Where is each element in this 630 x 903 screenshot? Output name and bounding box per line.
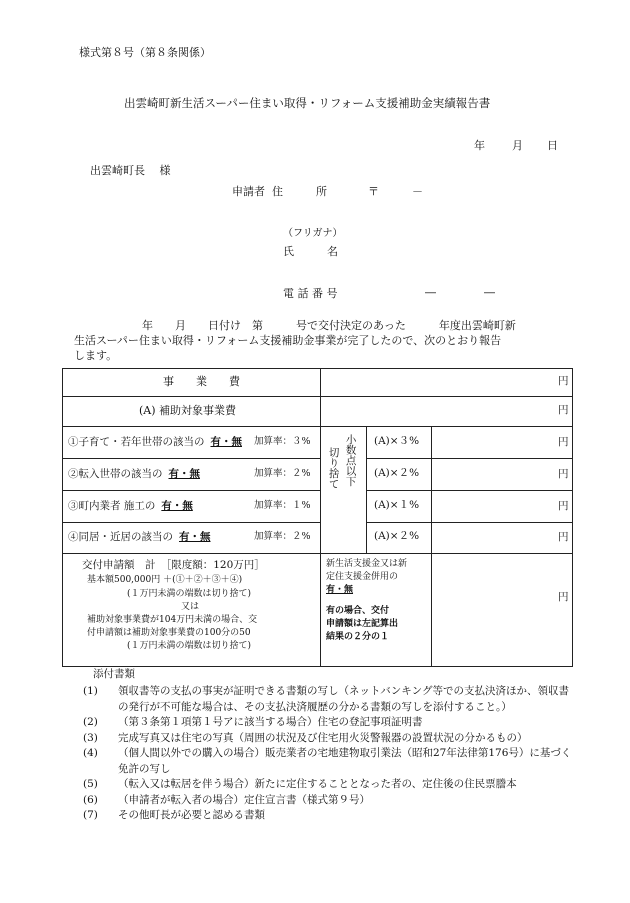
business-cost-yen: 円: [558, 375, 569, 387]
note-line-4: 有の場合、交付: [326, 606, 390, 616]
intro-line-1: 年 月 日付け 第 号で交付決定のあった 年度出雲崎町新: [142, 319, 516, 332]
attachments-list: [83, 684, 573, 824]
total-line-3: 又は: [181, 602, 200, 612]
row-4-label: ④同居・近居の該当の 有・無: [68, 531, 211, 543]
intro-line-2: 生活スーパー住まい取得・リフォーム支援補助金事業が完了したので、次のとおり報告: [74, 334, 502, 347]
date-day: 日: [547, 139, 558, 152]
attachment-item-7: (7) その他町長が必要と認める書類: [83, 809, 265, 821]
row-3-label: ③町内業者 施工の 有・無: [68, 500, 193, 512]
total-line-5: 付申請額は補助対象事業費の100分の50: [87, 628, 251, 638]
postal-code: 〒 －: [368, 185, 423, 198]
attachment-item-4: (4) （個人間以外での購入の場合）販売業者の宅地建物取引業法（昭和27年法律第176号）に基づく免許の写し: [83, 747, 572, 775]
attachment-item-1: (1) 領収書等の支払の事実が証明できる書類の写し（ネットバンキング等での支払決済ほか、領収書の発行が不可能な場合は、その支払決済履歴の分かる書類の写しを添付すること。）: [83, 685, 569, 713]
furigana-label: （フリガナ）: [283, 228, 343, 239]
total-line-1: 基本額500,000円 ＋(①＋②＋③＋④): [87, 575, 243, 585]
total-line-4: 補助対象事業費が104万円未満の場合、交: [87, 615, 258, 625]
row-3-formula: (A)×１%: [374, 499, 420, 511]
row-1-label: ①子育て・若年世帯の該当の 有・無: [68, 436, 242, 448]
business-cost-label: 事 業 費: [163, 375, 240, 388]
row-2-choice[interactable]: 有・無: [168, 468, 200, 480]
attachment-item-5: (5) （転入又は転居を伴う場合）新たに定住することとなった者の、定住後の住民票謄本: [83, 778, 517, 790]
attachment-item-2: (2) （第３条第１項第１号アに該当する場合）住宅の登記事項証明書: [83, 716, 423, 728]
note-line-6: 結果の２分の１: [326, 632, 390, 642]
note-line-1: 新生活支援金又は新: [326, 559, 408, 569]
row-4-yen: 円: [558, 531, 569, 543]
date-year: 年: [474, 139, 485, 152]
applicant-label: 申請者: [232, 185, 265, 198]
row-3-rate: 加算率：１%: [254, 500, 311, 511]
phone-label: 電 話 番 号: [283, 287, 338, 300]
row-1-yen: 円: [558, 436, 569, 448]
rounding-note-col-1: 切り捨て: [327, 447, 340, 489]
row-1-choice[interactable]: 有・無: [210, 436, 242, 448]
row-1-rate: 加算率：３%: [254, 436, 311, 447]
phone-dash-2: ―: [484, 286, 495, 299]
total-heading: 交付申請額 計 ［限度額：120万円］: [82, 559, 265, 571]
note-line-5: 申請額は左記算出: [326, 619, 399, 629]
subsidy-target-yen: 円: [558, 404, 569, 416]
rounding-note-col-2: 小数点以下: [344, 434, 357, 487]
document-title: 出雲崎町新生活スーパー住まい取得・リフォーム支援補助金実績報告書: [124, 96, 491, 110]
date-month: 月: [512, 139, 523, 152]
total-line-2: (１万円未満の端数は切り捨て): [127, 589, 252, 599]
row-2-rate: 加算率：２%: [254, 468, 311, 479]
row-4-choice[interactable]: 有・無: [179, 531, 211, 543]
attachment-item-3: (3) 完成写真又は住宅の写真（周囲の状況及び住宅用火災警報器の設置状況の分かるもの）: [83, 731, 528, 744]
addressee: 出雲崎町長 様: [90, 164, 171, 177]
attachment-item-6: (6) （申請者が転入者の場合）定住宣言書（様式第９号）: [83, 793, 370, 806]
form-number: 様式第８号（第８条関係）: [79, 46, 211, 59]
row-2-yen: 円: [558, 468, 569, 480]
row-3-yen: 円: [558, 500, 569, 512]
phone-dash-1: ―: [425, 286, 436, 299]
address-label: 住 所: [272, 185, 327, 198]
subsidy-target-label: (A) 補助対象事業費: [139, 404, 237, 417]
row-1-formula: (A)×３%: [374, 435, 420, 447]
note-choice[interactable]: 有・無: [326, 585, 354, 595]
row-2-label: ②転入世帯の該当の 有・無: [68, 468, 200, 480]
row-4-rate: 加算率：２%: [254, 531, 311, 542]
row-2-formula: (A)×２%: [374, 467, 420, 479]
row-3-choice[interactable]: 有・無: [161, 500, 193, 512]
total-line-6: (１万円未満の端数は切り捨て): [127, 641, 252, 651]
note-line-2: 定住支援金併用の: [326, 572, 399, 582]
total-yen: 円: [558, 591, 569, 603]
attachments-heading: 添付書類: [93, 668, 135, 680]
row-4-formula: (A)×２%: [374, 530, 420, 542]
intro-line-3: します。: [74, 349, 118, 362]
expense-table: [62, 368, 573, 667]
name-label: 氏 名: [283, 245, 338, 258]
